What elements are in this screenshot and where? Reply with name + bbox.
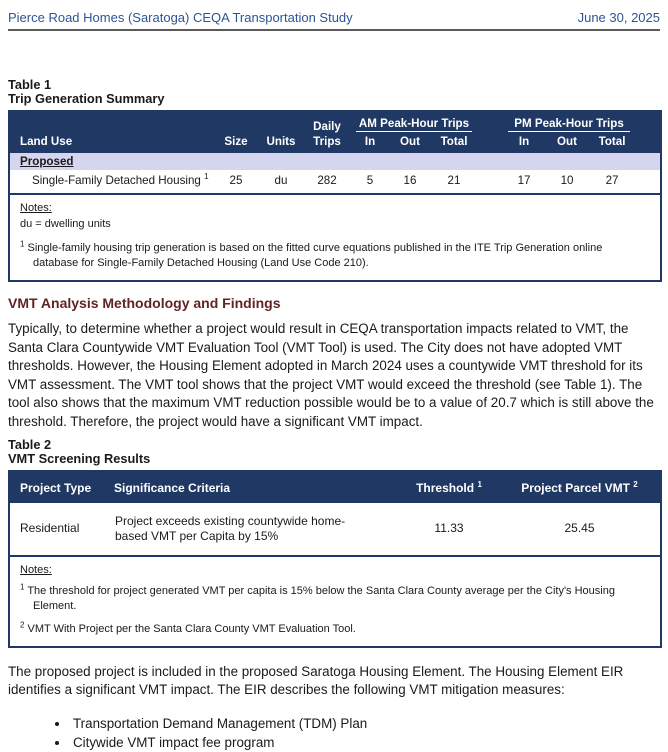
table2-notes-row [9,556,661,647]
am-in-cell: 5 [366,174,374,187]
table1-notes-row [9,194,661,281]
table2-footnote-1: $^1$ The threshold for project generated VMT per capita is 15% below the Santa Clara County average per the City's Housing Element. [20,581,615,612]
table2-footnote-2: $^2$ VMT With Project per the Santa Clara County VMT Evaluation Tool. [20,619,356,635]
size-cell: 25 [229,174,243,187]
table1-footnote-1: $^1$ Single-family housing trip generation is based on the fitted curve equations published in the ITE Trip Generation online database for Single-Family Detached Housing (Land Use Code 210). [20,239,603,269]
pm-total-cell: 27 [605,174,619,187]
footnote-ref-parcel: 2 [633,479,638,489]
table2-caption [8,438,660,466]
table2-notes [9,556,661,647]
table2-label: Table 2 [8,436,52,452]
table1-header-row-groups [9,111,661,133]
land-use-cell: Single-Family Detached Housing $^1$ [32,172,209,187]
am-peak-group-header: AM Peak-Hour Trips [350,111,478,133]
header-spacer [478,133,502,153]
threshold-value-cell: 11.33 [434,521,464,536]
parcel-vmt-value-cell: 25.45 [564,521,595,536]
project-parcel-vmt-column-header: Project Parcel VMT $^2$ [499,471,661,503]
threshold-column-header: Threshold $^1$ [399,471,499,503]
am-total-column-header: Total [430,133,478,153]
pm-in-cell: 17 [517,174,531,187]
spacer-cell [478,170,502,194]
trip-data-row [9,170,661,194]
am-out-cell: 16 [403,174,417,187]
am-in-column-header: In [350,133,390,153]
significance-criteria-cell: Project exceeds existing countywide home-based VMT per Capita by 15% [115,513,346,543]
notes-label: Notes: [20,202,52,214]
footnote-ref-threshold: 1 [477,479,482,489]
significance-criteria-column-header: Significance Criteria [114,471,399,503]
footnote-ref-1: 1 [204,172,209,182]
spacer-cell [636,170,661,194]
land-use-column-header: Land Use [9,133,214,153]
header-spacer [214,111,258,133]
header-spacer [636,133,661,153]
table1-notes [9,194,661,281]
abbreviation-note: du = dwelling units [20,218,111,230]
document-date: June 30, 2025 [577,10,660,25]
table2-title: VMT Screening Results [8,450,151,466]
mitigation-measures-list [8,714,660,752]
header-spacer [636,111,661,133]
daily-trips-cell: 282 [317,174,337,187]
proposed-section-label-cell [9,153,661,170]
project-type-cell: Residential [20,521,80,536]
residential-screening-row [9,503,661,556]
proposed-label: Proposed [20,155,74,168]
header-spacer [258,111,304,133]
pm-total-column-header: Total [588,133,636,153]
closing-paragraph: The proposed project is included in the proposed Saratoga Housing Element. The Housing Element EIR identifies a significant VMT impact. The EIR describes the following VMT mitigation measures: [8,663,624,698]
table1-header-row-columns [9,133,661,153]
daily-trips-header-line1: Daily [304,111,350,133]
footnote-marker-1: 1 [20,581,25,591]
running-header [8,10,660,31]
pm-out-cell: 10 [560,174,574,187]
header-spacer [478,111,502,133]
proposed-section-row [9,153,661,170]
trip-generation-table [8,110,662,282]
notes-label: Notes: [20,563,52,576]
table1-label: Table 1 [8,77,52,92]
footnote-marker-1: 1 [20,239,25,249]
project-type-column-header: Project Type [9,471,114,503]
section-heading-vmt-analysis: VMT Analysis Methodology and Findings [8,295,281,311]
pm-peak-group-header: PM Peak-Hour Trips [502,111,636,133]
list-item: • Transportation Demand Management (TDM) Plan [70,714,660,733]
size-column-header: Size [214,133,258,153]
pm-in-column-header: In [502,133,546,153]
pm-out-column-header: Out [546,133,588,153]
daily-trips-header-line2: Trips [304,133,350,153]
list-item: • Citywide VMT impact fee program [70,733,660,752]
document-title: Pierce Road Homes (Saratoga) CEQA Transportation Study [8,10,353,25]
footnote-marker-2: 2 [20,619,25,629]
am-out-column-header: Out [390,133,430,153]
units-column-header: Units [258,133,304,153]
vmt-screening-table [8,470,662,648]
header-spacer [9,111,214,133]
table2-header-row [9,471,661,503]
table1-caption [8,78,660,106]
vmt-analysis-paragraph: Typically, to determine whether a project would result in CEQA transportation impacts related to VMT, the Santa Clara Countywide VMT Evaluation Tool (VMT Tool) is used. The City does not have adopted VMT thresholds. However, the Housing Element adopted in March 2024 uses a countywide VMT threshold for its VMT assessment. The VMT tool shows that the project VMT would exceed the threshold (see Table 1). The tool also shows that the maximum VMT reduction possible would be to a value of 20.7 which is still above the threshold. Therefore, the project would have a significant VMT impact. [8,321,654,429]
table1-title: Trip Generation Summary [8,91,165,106]
units-cell: du [274,174,288,187]
am-total-cell: 21 [447,174,461,187]
